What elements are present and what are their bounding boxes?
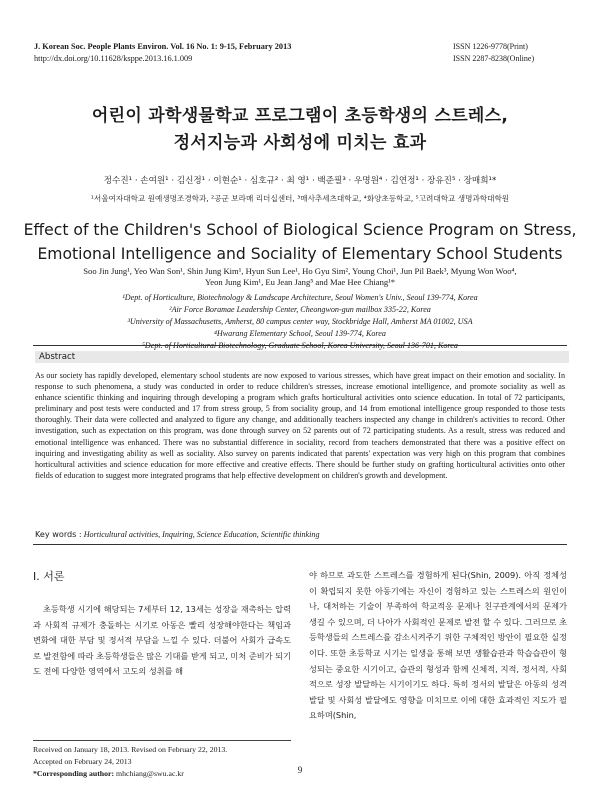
english-title [0,218,600,266]
accepted-date: Accepted on February 24, 2013 [33,757,132,766]
affiliation-2: ²Air Force Boramae Leadership Center, Cheongwon-gun mailbox 335-22, Korea [169,305,431,314]
section-heading: Ⅰ. 서론 [33,570,65,583]
english-title-line1: Effect of the Children's School of Biological Science Program on Stress, [23,221,577,239]
doi-link[interactable]: http://dx.doi.org/10.11628/ksppe.2013.16.1.009 [34,54,193,63]
corresponding-label: *Corresponding author: [33,769,115,778]
right-column [309,568,567,724]
intro-paragraph-left: 초등학생 시기에 해당되는 7세부터 12, 13세는 성장을 재촉하는 압력과 사회적 규제가 충돌하는 시기로 아동은 빨리 성장해야한다는 책임과 변화에 대한 부담 및 정서적 부담을 느낄 수 있다. 더불어 사회가 급속도로 발전함에 따라 초등학생들은 많은 기대를 받게 되고, 미처 준비가 되기도 전에 다양한 영역에서 고도의 성취를 해 [33,604,291,677]
affiliation-5: ⁵Dept. of Horticultural Biotechnology, Graduate School, Korea University, Seoul 136-701, Korea [142,341,458,350]
abstract-section [33,345,567,545]
korean-title [0,103,600,157]
english-authors-line2: Yeon Jung Kim¹, Eu Jean Jang⁵ and Mae Hee Chiang¹* [204,277,396,287]
keywords [35,529,565,540]
abstract-heading: Abstract [35,351,569,363]
english-title-line2: Emotional Intelligence and Sociality of Elementary School Students [37,245,563,263]
affiliation-3: ³University of Massachusetts, Amherst, 80 campus center way, Stockbridge Hall, Amherst MA 01002, USA [127,317,473,326]
affiliation-4: ⁴Hwarang Elementary School, Seoul 139-774, Korea [214,329,386,338]
keywords-list: Horticultural activities, Inquiring, Science Education, Scientific thinking [83,530,320,539]
journal-header [34,41,291,65]
journal-citation: J. Korean Soc. People Plants Environ. Vol. 16 No. 1: 9-15, February 2013 [34,42,292,51]
intro-paragraph-right: 야 하므로 과도한 스트레스를 경험하게 된다(Shin, 2009). 아직 정체성이 확립되지 못한 아동기에는 자신이 경험하고 있는 스트레스의 원인이나, 대처하는 기술이 부족하여 학교적응 문제나 친구관계에서의 문제가 생길 수 있으며, 더 나아가 사회적인 문제로 발전 할 수 있다. 그러므로 초등학생들의 스트레스를 감소시켜주기 위한 구체적인 방안이 필요한 실정이다. 또한 초등학교 시기는 일생을 통해 보면 생활습관과 학습습관이 형성되는 중요한 시기이고, 습관의 형성과 함께 신체적, 지적, 정서적, 사회적으로 성장 발달하는 시기이기도 하다. 특히 정서의 발달은 아동의 성격발달 및 사회성 발달에도 영향을 미치므로 이에 대한 효과적인 지도가 필요하며(Shin, [309,570,567,721]
footnote-divider [33,740,291,741]
english-affiliations [30,292,570,352]
issn-print: ISSN 1226-9778(Print) [453,42,528,51]
affiliation-1: ¹Dept. of Horticulture, Biotechnology & Landscape Architecture, Seoul Women's Univ., Seoul 139-774, Korea [122,293,478,302]
issn-block [453,41,563,65]
keywords-label: Key words : [35,529,82,539]
issn-online: ISSN 2287-8238(Online) [453,54,535,63]
korean-authors: 정수진¹ · 손여원¹ · 김신정¹ · 이현순¹ · 심호규² · 최 영¹ · 백준필³ · 우명원⁴ · 김연정¹ · 장유진⁵ · 장매희¹* [103,176,497,186]
received-date: Received on January 18, 2013. Revised on February 22, 2013. [33,745,228,754]
english-authors [40,266,560,288]
english-authors-line1: Soo Jin Jung¹, Yeo Wan Son¹, Shin Jung Kim¹, Hyun Sun Lee¹, Ho Gyu Sim², Young Choi¹, Jun Pil Baek³, Myung Won Woo⁴, [83,266,517,276]
corresponding-email[interactable]: mhchiang@swu.ac.kr [116,769,184,778]
left-column [33,568,291,680]
korean-title-line1: 어린이 과학생물학교 프로그램이 초등학생의 스트레스, [91,106,509,126]
page-number: 9 [297,765,303,775]
korean-title-line2: 정서지능과 사회성에 미치는 효과 [173,133,427,153]
abstract-text: As our society has rapidly developed, elementary school students are now exposed to various stresses, which have great impact on their emotion and sociality. In response to such phenomena, a study was conducted in order to reduce children's stresses, increase emotional intelligence, and promote sociality as well as enhance scientific thinking and inquiring through developing a program which grafts horticultural activities onto science education. In total of 72 participants, preliminary and post tests were conducted and 17 from stress group, 5 from sociality group, and 14 from emotional intelligence group responded to those tests thoroughly. Their data were collected and analyzed to figure any change, and additionally teachers inspected any change in children's activities to record. Other investigation, such as expectation on this program, was done through survey on 52 parents out of 72 participating students. As a result, stress was reduced and emotional intelligence was enhanced. There was no substantial difference in sociality, record from teachers demonstrated that there was a positive effect on inquiring and investigating ability as well as sociality. Also survey on parents indicated that parents' expectation was very high on this program that combines horticultural activities and science education for more effective and creative effects. There should be further study on grafting horticultural activities onto other fields of education to suggest more integrated programs that help effective development on children's growth and development. [35,371,565,480]
korean-affiliations: ¹서울여자대학교 원예생명조경학과, ²공군 보라매 리더십센터, ³매사추세츠대학교, ⁴화양초등학교, ⁵고려대학교 생명과학대학원 [90,194,510,203]
